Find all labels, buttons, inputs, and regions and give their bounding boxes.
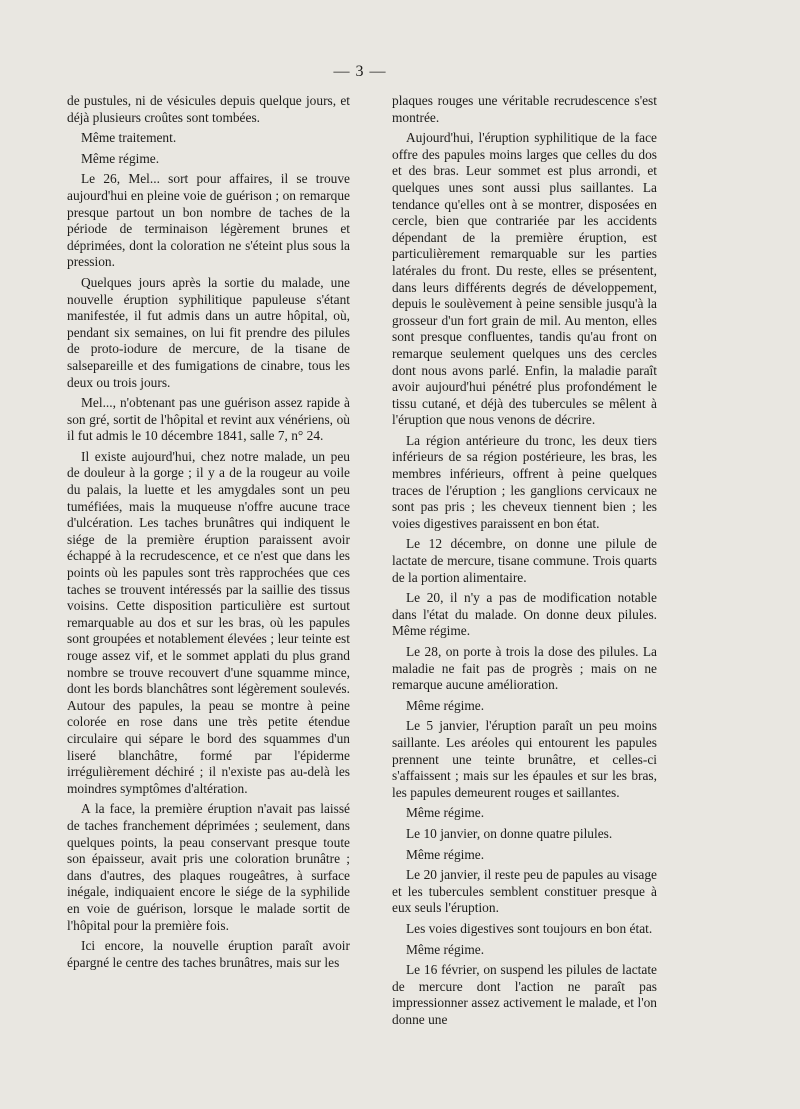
paragraph: Même régime. bbox=[406, 805, 485, 821]
right-column bbox=[392, 93, 657, 1032]
paragraph: Le 28, on porte à trois la dose des pilules. La maladie ne fait pas de progrès ; mais on ne remarque aucune amélioration. bbox=[392, 644, 657, 693]
paragraph: Le 20 janvier, il reste peu de papules au visage et les tubercules semblent constituer presque à eux seuls l'éruption. bbox=[392, 867, 657, 916]
paragraph: Le 20, il n'y a pas de modification notable dans l'état du malade. On donne deux pilules. Même régime. bbox=[392, 590, 657, 639]
paragraph: Ici encore, la nouvelle éruption paraît avoir épargné le centre des taches brunâtres, mais sur les bbox=[67, 938, 350, 970]
paragraph: Le 10 janvier, on donne quatre pilules. bbox=[406, 825, 613, 841]
paragraph: Les voies digestives sont toujours en bon état. bbox=[406, 920, 653, 936]
paragraph: de pustules, ni de vésicules depuis quelque jours, et déjà plusieurs croûtes sont tombées. bbox=[67, 93, 350, 125]
left-column bbox=[67, 93, 350, 975]
paragraph: Même régime. bbox=[406, 846, 485, 862]
paragraph: Même traitement. bbox=[81, 130, 177, 146]
paragraph: A la face, la première éruption n'avait pas laissé de taches franchement déprimées ; seulement, dans quelques points, la peau conservant presque toute son épaisseur, avait pris une coloration brunâtre ; dans d'autres, des plaques rougeâtres, à surface inégale, indiquaient encore le siége de la syphilide en voie de guérison, lorsque le malade sortit de l'hôpital pour la première fois. bbox=[67, 801, 350, 933]
paragraph: Même régime. bbox=[81, 150, 160, 166]
paragraph: Il existe aujourd'hui, chez notre malade, un peu de douleur à la gorge ; il y a de la rougeur au voile du palais, la luette et les amygdales sont un peu tuméfiées, mais la muqueuse n'offre aucune trace d'ulcération. Les taches brunâtres qui indiquent le siége de la première éruption paraissent avoir échappé à la recrudescence, et ce n'est que dans les points où les papules sont très rapprochées que ces taches se trouvent intéressés par la saillie des tissus voisins. Cette disposition particulière est surtout remarquable au dos et sur les bras, où les papules sont groupées et notablement élevées ; leur teinte est rouge assez vif, et le sommet applati du plus grand nombre se trouve recouvert d'une squamme mince, dont les bords blanchâtres sont légèrement soulevés. Autour des papules, la peau se montre à peine colorée en rose dans une très petite étendue circulaire qui sépare le bord des squammes d'un liseré blanchâtre, formé par l'épiderme irrégulièrement déchiré ; il n'existe pas au-delà les moindres symptômes d'altération. bbox=[67, 448, 350, 796]
paragraph: Le 5 janvier, l'éruption paraît un peu moins saillante. Les aréoles qui entourent les papules prennent une teinte brunâtre, et celles-ci s'affaissent ; mais sur les épaules et sur les bras, les papules demeurent rouges et saillantes. bbox=[392, 718, 657, 800]
paragraph: Même régime. bbox=[406, 697, 485, 713]
paragraph: plaques rouges une véritable recrudescence s'est montrée. bbox=[392, 93, 657, 125]
paragraph: Le 12 décembre, on donne une pilule de lactate de mercure, tisane commune. Trois quarts de la portion alimentaire. bbox=[392, 536, 657, 585]
paragraph: Même régime. bbox=[406, 941, 485, 957]
page-number: — 3 — bbox=[333, 63, 387, 80]
paragraph: Le 26, Mel... sort pour affaires, il se trouve aujourd'hui en pleine voie de guérison ; on remarque presque partout un bon nombre de taches de la période de terminaison légèrement brunes et déprimées, dont la coloration ne s'éteint plus sous la pression. bbox=[67, 171, 350, 270]
paragraph: Quelques jours après la sortie du malade, une nouvelle éruption syphilitique papuleuse s'étant manifestée, il fut admis dans un autre hôpital, où, pendant six semaines, on lui fit prendre des pilules de proto-iodure de mercure, de la tisane de salsepareille et des fumigations de cinabre, tous les deux ou trois jours. bbox=[67, 274, 350, 390]
paragraph: La région antérieure du tronc, les deux tiers inférieurs de sa région postérieure, les bras, les membres inférieurs, offrent à peine quelques traces de l'éruption ; les ganglions cervicaux ne sont pas pris ; les cheveux tiennent bien ; les voies digestives paraissent en bon état. bbox=[392, 432, 657, 531]
paragraph: Aujourd'hui, l'éruption syphilitique de la face offre des papules moins larges que celles du dos et des bras. Leur sommet est plus arrondi, et quelques unes sont aussi plus saillantes. La tendance qu'elles ont à se montrer, disposées en cercle, bien que contrariée par les accidents dépendant de la première éruption, est particulièrement remarquable sur les parties latérales du front. Du reste, elles se présentent, dans leurs différents degrés de développement, depuis le soulèvement à peine sensible jusqu'à la grosseur d'un fort grain de mil. Au menton, elles sont presque confluentes, tandis qu'au front on remarque seulement quelques uns des cercles dont nous avons parlé. Enfin, la maladie paraît avoir aujourd'hui pénétré plus profondément le tissu cutané, et déjà des tubercules se mêlent à l'éruption que nous venons de décrire. bbox=[392, 130, 657, 428]
paragraph: Mel..., n'obtenant pas une guérison assez rapide à son gré, sortit de l'hôpital et revint aux vénériens, où il fut admis le 10 décembre 1841, salle 7, n° 24. bbox=[67, 395, 350, 444]
paragraph: Le 16 février, on suspend les pilules de lactate de mercure dont l'action ne paraît pas impressionner assez activement le malade, et l'on donne une bbox=[392, 962, 657, 1027]
